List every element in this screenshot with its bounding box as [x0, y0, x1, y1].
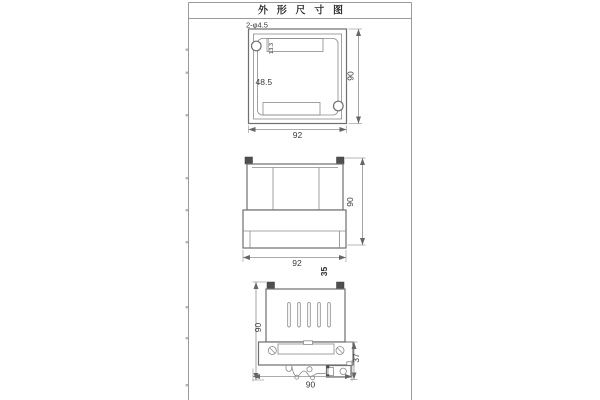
terminal-block-right: [337, 157, 345, 164]
page-title: 外 形 尺 寸 图: [257, 5, 347, 17]
front-view: [243, 157, 366, 276]
front-base: [243, 210, 346, 248]
dim-window-width: 48.5: [255, 77, 273, 87]
front-body: [247, 164, 343, 210]
clip-pivot: [307, 367, 312, 372]
back-view: [246, 21, 362, 141]
clip-roller-left: [295, 375, 299, 379]
dim-side-height: 90: [253, 322, 263, 333]
frame-perforation-ticks: [186, 49, 188, 387]
hole-diameter-label: 2-φ4.5: [246, 20, 268, 30]
dim-back-width: 92: [292, 130, 303, 140]
dim-side-base-height: 37: [351, 353, 361, 363]
mounting-hole-top-left: [251, 41, 261, 51]
mounting-hole-bottom-right: [334, 101, 344, 111]
side-view: [253, 282, 362, 390]
side-body: [266, 289, 345, 342]
dim-front-width: 92: [292, 258, 302, 268]
dim-side-width: 90: [305, 379, 316, 390]
clip-corner-mark: [327, 366, 329, 368]
dim-back-height: 90: [345, 71, 356, 81]
dim-rail-depth: 35: [319, 266, 329, 277]
base-top-notch: [304, 341, 313, 345]
terminal-block-right: [337, 282, 345, 289]
terminal-block-left: [267, 282, 275, 289]
terminal-block-left: [245, 157, 253, 164]
clip-screw: [340, 368, 346, 374]
dim-front-height: 90: [345, 197, 355, 207]
dim-notch-height: 13.3: [268, 42, 275, 55]
clip-hook: [286, 365, 292, 372]
